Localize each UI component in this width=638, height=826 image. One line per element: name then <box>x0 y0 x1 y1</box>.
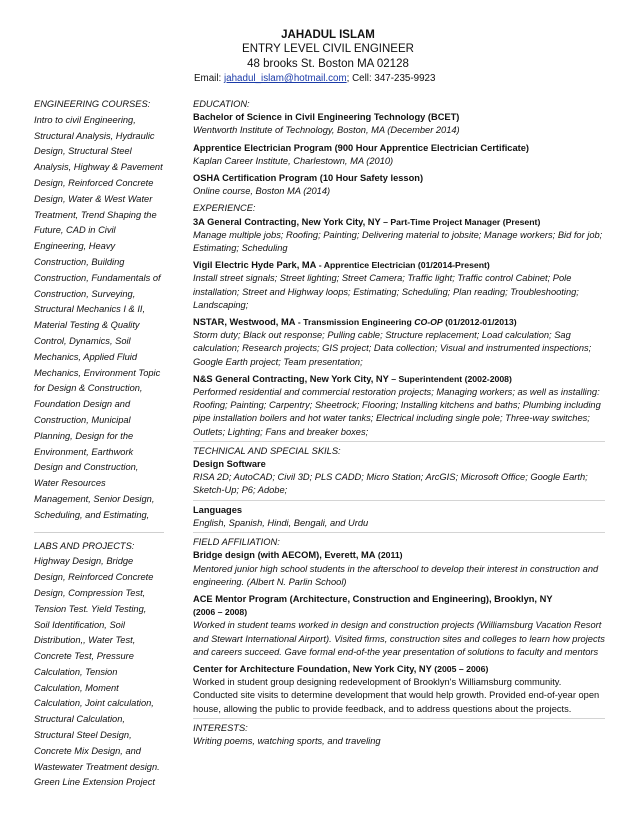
job-company: N&S General Contracting, New York City, NY <box>193 373 389 384</box>
interests-section <box>193 722 605 748</box>
experience-heading: EXPERIENCE: <box>193 203 256 214</box>
software-list: RISA 2D; AutoCAD; Civil 3D; PLS CADD; Micro Station; ArcGIS; Microsoft Office; Google Earth; Sketch-Up; P6; Adobe; <box>193 472 588 496</box>
affiliation-title: Bridge design (with AECOM), Everett, MA <box>193 550 376 561</box>
interests-text: Writing poems, watching sports, and traveling <box>193 735 381 746</box>
languages-list: English, Spanish, Hindi, Bengali, and Urdu <box>193 517 369 528</box>
education-heading: EDUCATION: <box>193 99 250 109</box>
affiliation-header <box>193 593 605 606</box>
experience-section <box>193 202 605 441</box>
courses-list: Intro to civil Engineering, Structural Analysis, Hydraulic Design, Structural Steel Analysis, Highway & Pavement Design, Reinforced Concrete Design, Water & West Water Treatment, Trend Shaping the Future, CAD in Civil Engineering, Heavy Construction, Building Construction, Fundamentals of Construction, Surveying, Structural Mechanics I & II, Material Testing & Quality Control, Dynamics, Soil Mechanics, Applied Fluid Mechanics, Environment Topic for Design & Construction, Foundation Design and Construction, Municipal Planning, Design for the Environment, Earthwork Design and Construction, Water Resources Management, Senior Design, Scheduling, and Estimating, <box>34 114 163 520</box>
labs-heading: LABS AND PROJECTS: <box>34 540 135 551</box>
labs-list: Highway Design, Bridge Design, Reinforced Concrete Design, Compression Test, Tension Test. Yield Testing, Soil Identification, Soil Distribution,, Water Test, Concrete Test, Pressure Calculation, Tension Calculation, Moment Calculation, Joint calculation, Structural Calculation, Structural Steel Design, Concrete Mix Design, and Wastewater Treatment design. Green Line Extension Project <box>34 556 160 788</box>
contact-line <box>194 73 435 84</box>
skills-heading: TECHNICAL AND SPECIAL SKILS: <box>193 445 341 456</box>
job-header <box>193 259 605 272</box>
courses-section <box>34 97 164 533</box>
cell-phone: ; Cell: 347-235-9923 <box>346 73 436 84</box>
affiliation-section <box>193 536 605 719</box>
interests-heading: INTERESTS: <box>193 722 248 733</box>
left-column <box>34 97 164 791</box>
email-link[interactable]: jahadul_islam@hotmail.com <box>223 73 347 84</box>
affiliation-date: (2005 – 2006) <box>431 663 489 674</box>
courses-heading: ENGINEERING COURSES: <box>34 99 151 109</box>
affiliation-detail: Worked in student teams worked in design and construction projects (Williamsburg Vacation Resort and Stewart International Airport). Visited firms, construction sites and colleges to learn how projects and careers succeed. Gave formal end-of-the year presentation of solutions to faculty and mentors <box>193 620 605 657</box>
languages-title: Languages <box>193 504 243 515</box>
affiliation-heading: FIELD AFFILIATION: <box>193 537 280 548</box>
education-detail: Wentworth Institute of Technology, Boston, MA (December 2014) <box>193 125 460 136</box>
affiliation-detail: Mentored junior high school students in the afterschool to develop their interest in construction and engineering. (Albert N. Parlin School) <box>193 563 599 587</box>
job-duties: Manage multiple jobs; Roofing; Painting; Delivering material to jobsite; Manage workers; Bid for job; Estimating; Scheduling <box>193 229 603 254</box>
affiliation-header <box>193 663 605 676</box>
applicant-name: JAHADUL ISLAM <box>281 29 375 41</box>
education-detail: Kaplan Career Institute, Charlestown, MA (2010) <box>193 155 394 166</box>
affiliation-title: ACE Mentor Program (Architecture, Construction and Engineering), Brooklyn, NY <box>193 593 553 604</box>
job-role: – Part-Time Project Manager (Present) <box>380 216 541 227</box>
job-company: 3A General Contracting, New York City, NY <box>193 216 381 227</box>
address: 48 brooks St. Boston MA 02128 <box>247 58 409 70</box>
job-role-coop: CO-OP <box>414 317 443 328</box>
job-company: NSTAR, Westwood, MA <box>193 317 296 328</box>
education-title: OSHA Certification Program (10 Hour Safety lesson) <box>193 173 424 184</box>
email-label: Email: <box>194 73 222 84</box>
job-header <box>193 373 605 386</box>
right-column <box>193 98 605 748</box>
affiliation-detail: Worked in student group designing redevelopment of Brooklyn's Williamsburg community. Conducted site visits to determine development that would help growth. Provided end-of-year open house, allowing the public to provide feedback, and to address questions about the projects. <box>193 677 600 714</box>
job-role-dates: (01/2012-01/2013) <box>442 317 517 328</box>
labs-section <box>34 539 164 792</box>
resume-header <box>0 28 638 72</box>
education-title: Apprentice Electrician Program (900 Hour Apprentice Electrician Certificate) <box>193 142 529 153</box>
software-title: Design Software <box>193 459 266 470</box>
job-duties: Storm duty; Black out response; Pulling cable; Structure replacement; Load calculation; Sag calculation; Research projects; GIS project; Data collection; Visual and instrumented inspections; Google Earth project; Team presentation; <box>193 330 592 367</box>
job-header <box>193 216 605 229</box>
affiliation-title: Center for Architecture Foundation, New York City, NY <box>193 663 432 674</box>
job-role: - Transmission Engineering <box>295 317 415 328</box>
job-role: - Apprentice Electrician (01/2014-Present) <box>316 260 490 271</box>
education-title: Bachelor of Science in Civil Engineering Technology (BCET) <box>193 112 460 123</box>
job-header <box>193 316 605 329</box>
job-title: ENTRY LEVEL CIVIL ENGINEER <box>242 43 414 55</box>
education-section <box>193 98 605 198</box>
job-duties: Install street signals; Street lighting; Street Camera; Traffic light; Traffic control Cabinet; Pole installation; Street and Highway loops; Estimating; Scheduling; Plan reading; Troubleshooting; Landscaping; <box>193 273 579 310</box>
education-detail: Online course, Boston MA (2014) <box>193 186 331 197</box>
affiliation-date: (2006 – 2008) <box>193 607 248 618</box>
job-role: – Superintendent (2002-2008) <box>388 373 512 384</box>
job-company: Vigil Electric Hyde Park, MA <box>193 260 317 271</box>
affiliation-header <box>193 549 605 562</box>
skills-section <box>193 445 605 501</box>
languages-section <box>193 504 605 533</box>
affiliation-date: (2011) <box>375 550 403 561</box>
job-duties: Performed residential and commercial restoration projects; Managing workers; as well as installing: Roofing; Painting; Carpentry; Sheetrock; Flooring; Installing kitchens and baths; Plumbing including pipe installation boilers and hot water tanks; Electrical including single pole; Three-way switches; Outlets; Lighting; Fans and breaker boxes; <box>193 387 601 437</box>
